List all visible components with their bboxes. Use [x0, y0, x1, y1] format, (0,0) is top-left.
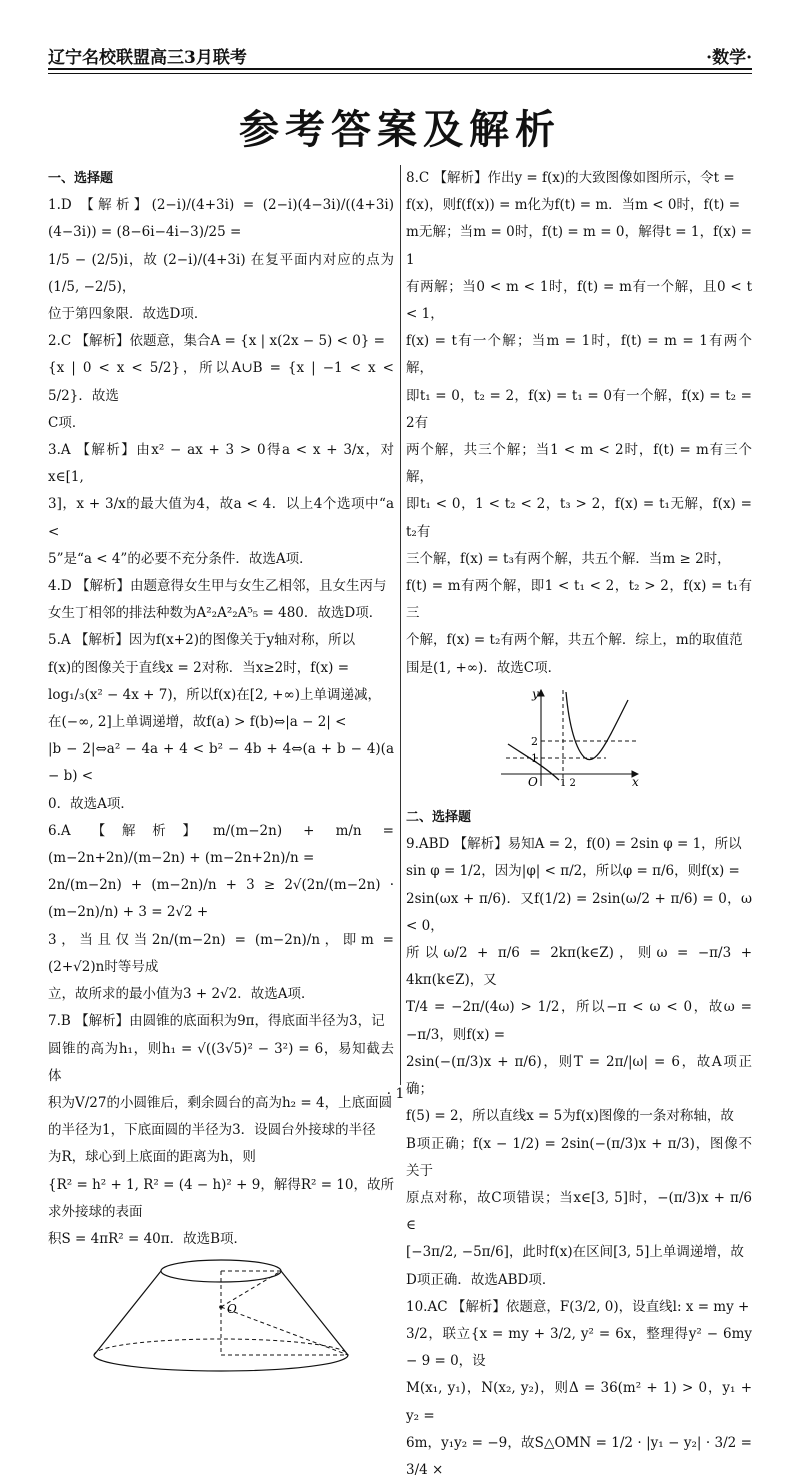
header-rule	[48, 73, 752, 74]
left-column	[48, 165, 394, 1389]
graph-ytick-1: 1	[531, 751, 538, 765]
column-divider	[400, 165, 401, 1085]
question-5: 5.A 【解析】因为f(x+2)的图像关于y轴对称，所以 f(x)的图像关于直线x = 2对称．当x≥2时，f(x) = log₁/₃(x² − 4x + 7)，所以f(x)在[2, +∞)上单调递减， 在(−∞, 2]上单调递增，故f(a) > f(b)⇔|a − 2| < |b − 2|⇔a² − 4a + 4 < b² − 4b + 4⇔(a + b − 4)(a − b) < 0．故选A项．	[48, 632, 394, 812]
graph-y-label: y	[532, 686, 539, 701]
graph-origin-label: O	[528, 774, 538, 789]
question-8: 8.C 【解析】作出y = f(x)的大致图像如图所示，令t = f(x)，则f(f(x)) = m化为f(t) = m．当m < 0时，f(t) = m无解；当m = 0时，f(t) = m = 0，解得t = 1，f(x) = 1 有两解；当0 < m < 1时，f(t) = m有一个解，且0 < t < 1， f(x) = t有一个解；当m = 1时，f(t) = m = 1有两个解， 即t₁ = 0，t₂ = 2，f(x) = t₁ = 0有一个解，f(x) = t₂ = 2有 两个解，共三个解；当1 < m < 2时，f(t) = m有三个解， 即t₁ < 0，1 < t₂ < 2，t₃ > 2，f(x) = t₁无解，f(x) = t₂有 三个解，f(x) = t₃有两个解，共五个解．当m ≥ 2时， f(t) = m有两个解，即1 < t₁ < 2，t₂ > 2，f(x) = t₁有三 个解，f(x) = t₂有两个解，共五个解．综上，m的取值范 围是(1, +∞)．故选C项．	[406, 170, 752, 676]
question-7: 7.B 【解析】由圆锥的底面积为9π，得底面半径为3，记 圆锥的高为h₁，则h₁ = √((3√5)² − 3²) = 6，易知截去体 积为V/27的小圆锥后，剩余圆台的高为h₂ = 4，上底面圆 的半径为1，下底面圆的半径为3．设圆台外接球的半径 为R，球心到上底面的距离为h，则 {R² = h² + 1, R² = (4 − h)² + 9，解得R² = 10，故所求外接球的表面 积S = 4πR² = 40π．故选B项．	[48, 1013, 394, 1247]
section-heading-multi: 二、选择题	[406, 810, 472, 826]
graph-xticks: 1 2	[560, 777, 576, 789]
frustum-sphere-diagram	[48, 1257, 394, 1375]
question-2: 2.C 【解析】依题意，集合A = {x | x(2x − 5) < 0} = {x | 0 < x < 5/2}，所以A∪B = {x | −1 < x < 5/2}．故选 C项．	[48, 333, 394, 431]
question-6: 6.A 【解析】m/(m−2n) + m/n = (m−2n+2n)/(m−2n) + (m−2n+2n)/n = 2n/(m−2n) + (m−2n)/n + 3 ≥ 2√(2n/(m−2n) · (m−2n)/n) + 3 = 2√2 + 3，当且仅当2n/(m−2n) = (m−2n)/n，即m = (2+√2)n时等号成 立，故所求的最小值为3 + 2√2．故选A项．	[48, 822, 394, 1003]
page-title: 参考答案及解析	[239, 107, 561, 153]
section-heading-choice: 一、选择题	[48, 171, 114, 186]
question-4: 4.D 【解析】由题意得女生甲与女生乙相邻，且女生丙与 女生丁相邻的排法种数为A²₂A²₂A⁵₅ = 480．故选D项．	[48, 578, 387, 622]
frustum-bottom-front	[94, 1355, 348, 1371]
graph-x-label: x	[632, 774, 639, 789]
sphere-center-point	[219, 1305, 223, 1309]
question-9: 9.ABD 【解析】易知A = 2，f(0) = 2sin φ = 1，所以 sin φ = 1/2，因为|φ| < π/2，所以φ = π/6，则f(x) = 2sin(ωx + π/6)．又f(1/2) = 2sin(ω/2 + π/6) = 0，ω < 0， 所以ω/2 + π/6 = 2kπ(k∈Z)，则ω = −π/3 + 4kπ(k∈Z)，又 T/4 = −2π/(4ω) > 1/2，所以−π < ω < 0，故ω = −π/3，则f(x) = 2sin(−(π/3)x + π/6)，则T = 2π/|ω| = 6，故A项正确； f(5) = 2，所以直线x = 5为f(x)图像的一条对称轴，故 B项正确；f(x − 1/2) = 2sin(−(π/3)x + π/3)，图像不关于 原点对称，故C项错误；当x∈[3, 5]时，−(π/3)x + π/6 ∈ [−3π/2, −5π/6]，此时f(x)在区间[3, 5]上单调递增，故 D项正确．故选ABD项．	[406, 836, 752, 1288]
graph-ytick-2: 2	[531, 734, 538, 748]
question-3: 3.A 【解析】由x² − ax + 3 > 0得a < x + 3/x，对x∈[1, 3]，x + 3/x的最大值为4，故a < 4．以上4个选项中“a < 5”是“a < 4”的必要不充分条件．故选A项．	[48, 442, 394, 567]
right-column	[406, 165, 752, 1484]
question-10: 10.AC 【解析】依题意，F(3/2, 0)，设直线l: x = my + 3/2，联立{x = my + 3/2, y² = 6x，整理得y² − 6my − 9 = 0，设 M(x₁, y₁)，N(x₂, y₂)，则Δ = 36(m² + 1) > 0，y₁ + y₂ = 6m，y₁y₂ = −9，故S△OMN = 1/2 · |y₁ − y₂| · 3/2 = 3/4 ×	[406, 1298, 752, 1478]
function-graph	[406, 686, 752, 790]
page-header	[48, 38, 752, 70]
header-exam-name: 辽宁名校联盟高三3月联考	[48, 48, 247, 68]
question-1: 1.D 【解析】(2−i)/(4+3i) = (2−i)(4−3i)/((4+3i)(4−3i)) = (8−6i−4i−3)/25 = 1/5 − (2/5)i，故 (2−i)/(4+3i) 在复平面内对应的点为(1/5, −2/5)， 位于第四象限．故选D项．	[48, 197, 394, 323]
page-number: · 1 ·	[386, 1086, 414, 1102]
curve-right-branch	[566, 692, 628, 760]
function-graph-figure	[406, 686, 752, 800]
sphere-center-label: O	[227, 1302, 237, 1317]
frustum-left-edge	[94, 1271, 161, 1355]
header-subject: ·数学·	[706, 48, 752, 68]
frustum-figure	[48, 1257, 394, 1385]
